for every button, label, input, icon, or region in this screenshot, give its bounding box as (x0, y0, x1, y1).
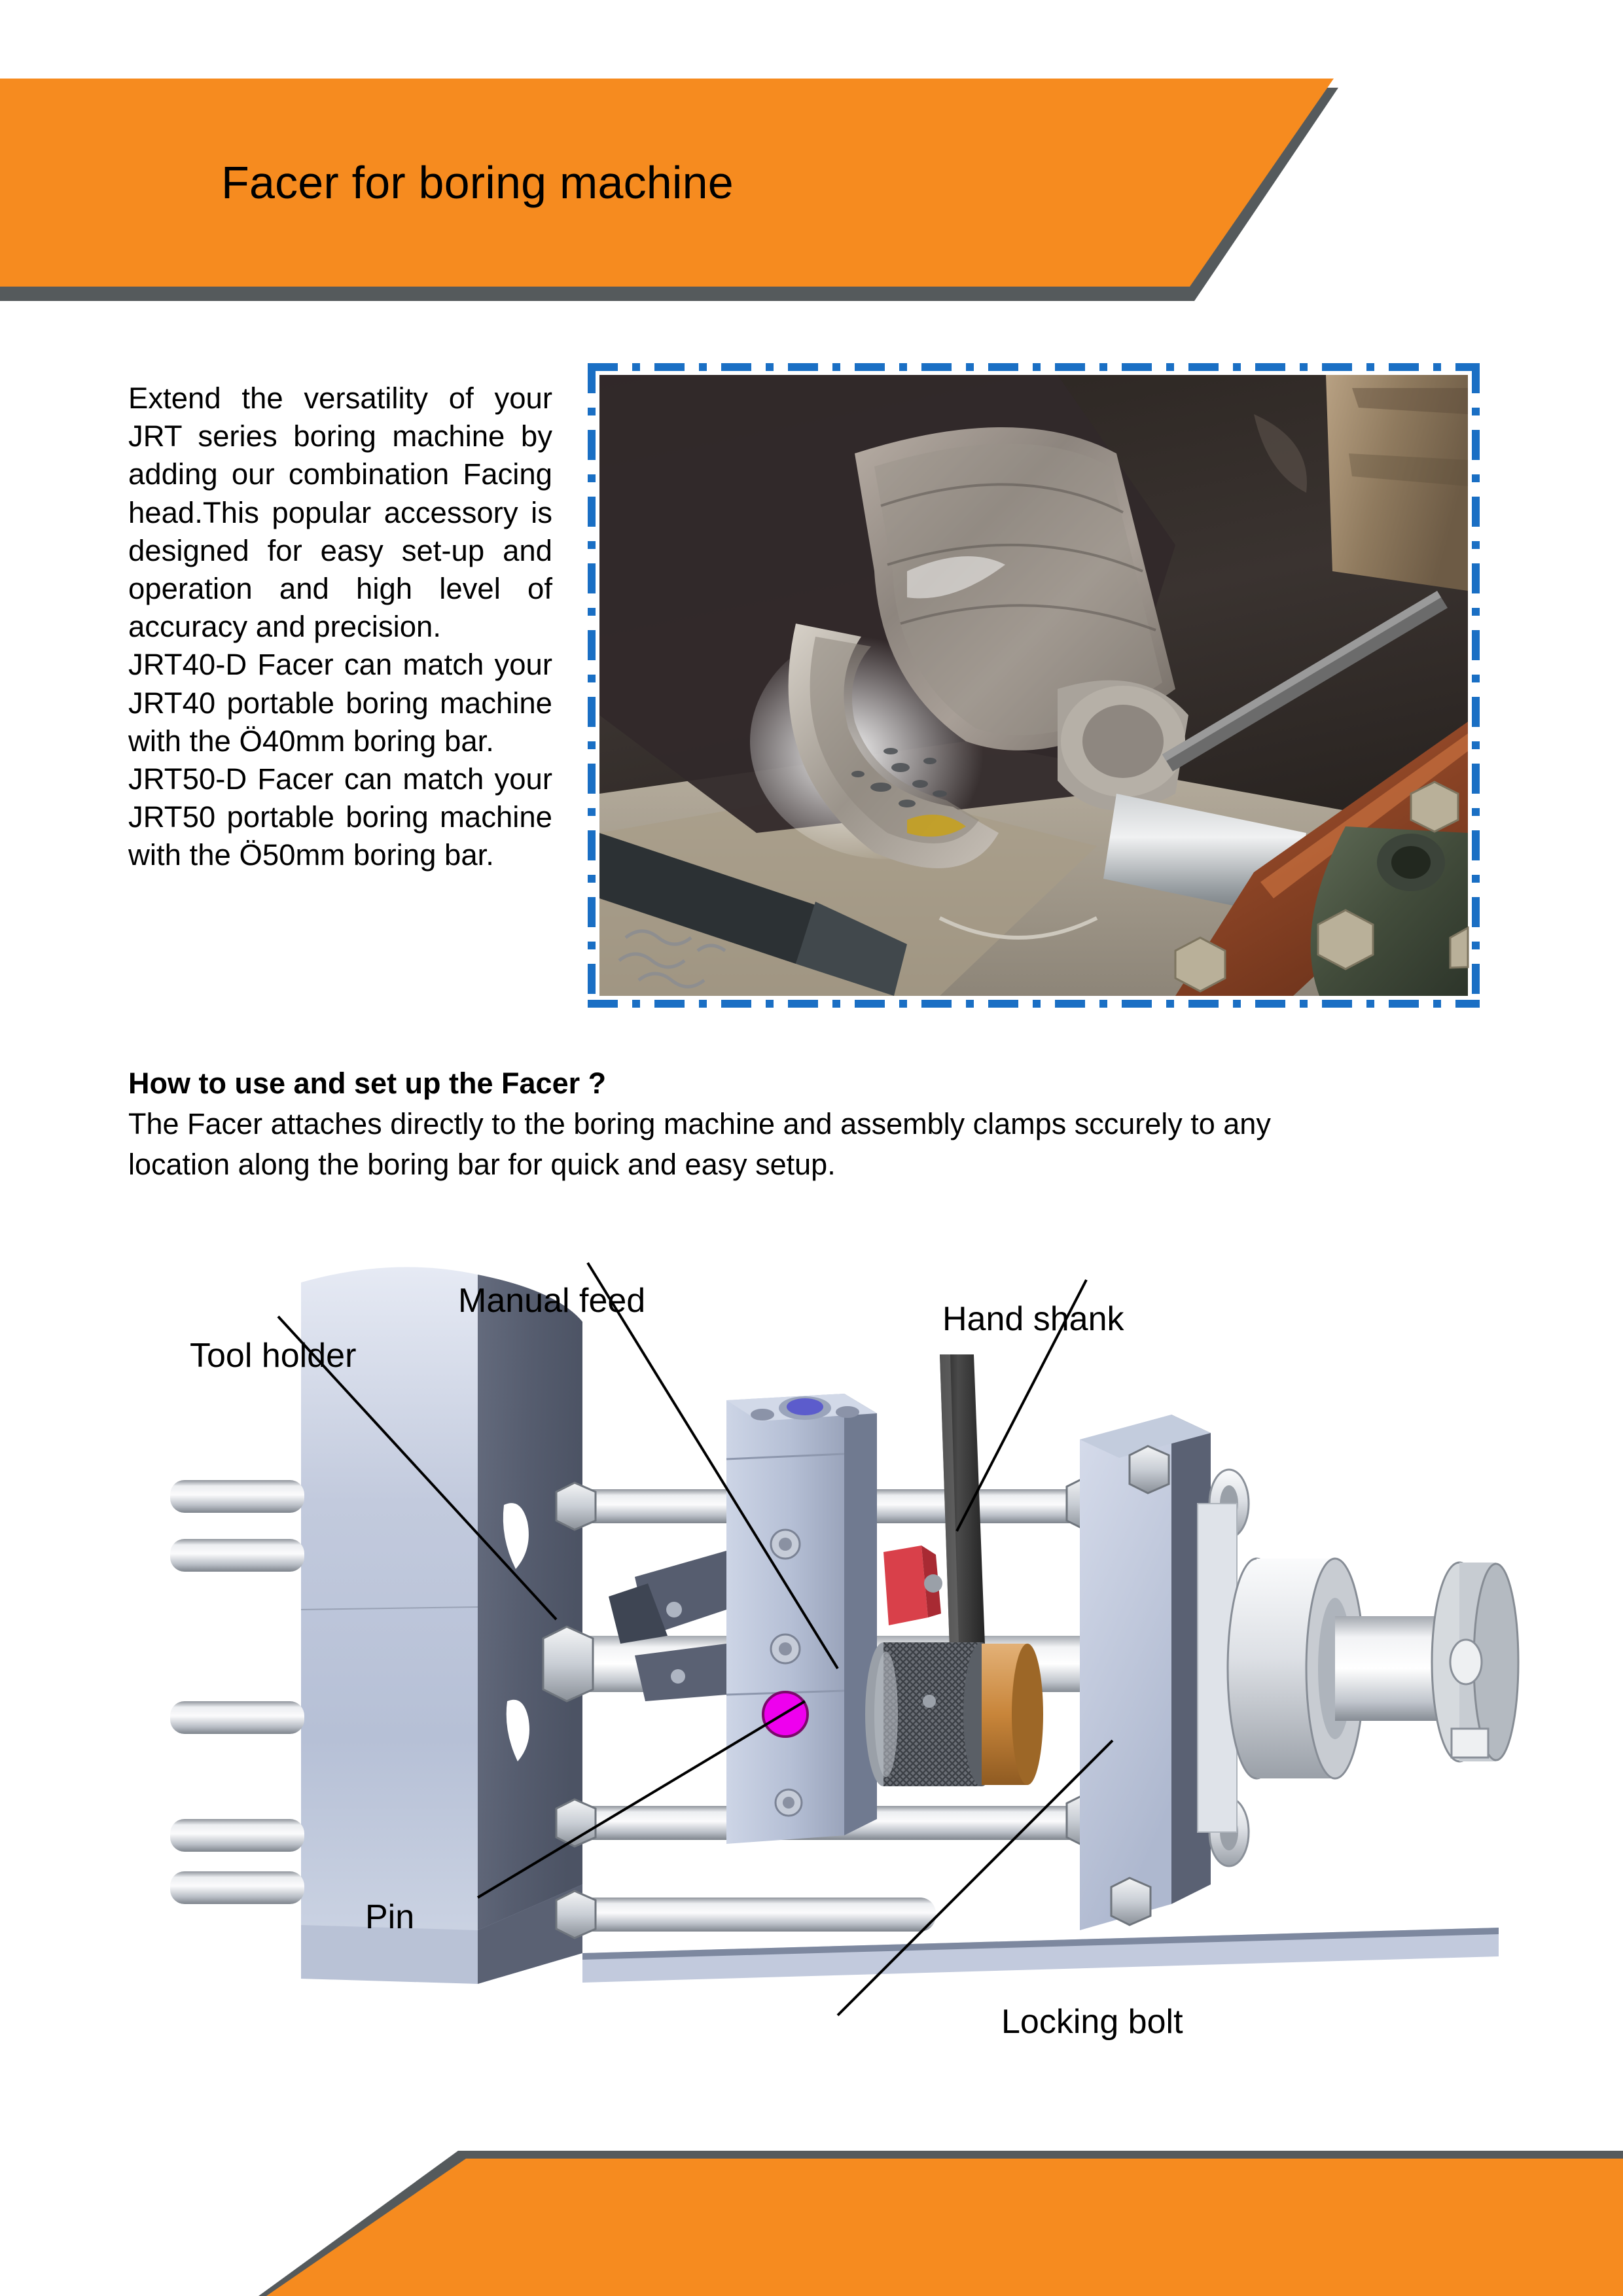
intro-text-block (128, 380, 552, 875)
label-locking-bolt-overlay: Locking bolt (1001, 2003, 1183, 2041)
intro-section (0, 363, 1623, 1024)
red-insert (883, 1545, 942, 1625)
label-tool-holder: Tool holder (151, 1245, 324, 1284)
footer-banner (0, 2151, 1623, 2296)
intro-paragraph-2: JRT40-D Facer can match your JRT40 portable boring machine with the Ö40mm boring bar. (128, 648, 552, 758)
label-hand-shank-overlay: Hand shank (942, 1300, 1124, 1338)
label-manual-feed: Manual feed (425, 1212, 620, 1251)
bottom-rail (582, 1928, 1499, 1983)
footer-banner-shape (0, 2159, 1623, 2296)
howto-heading: How to use and set up the Facer ? (128, 1067, 607, 1100)
label-tool-holder-overlay: Tool holder (190, 1337, 357, 1375)
product-photo-frame (588, 363, 1480, 1008)
label-locking-bolt: Locking bolt (841, 1997, 1030, 2036)
header-banner (0, 79, 1364, 301)
intro-paragraph-3: JRT50-D Facer can match your JRT50 portable boring machine with the Ö50mm boring bar. (128, 762, 552, 872)
tool-holder-body (726, 1394, 877, 1844)
howto-body (128, 1104, 1470, 1185)
label-pin-overlay: Pin (365, 1898, 415, 1936)
howto-body-line2: location along the boring bar for quick and easy setup. (128, 1148, 836, 1181)
right-mount-plate (1080, 1415, 1518, 1930)
flange-rod-stubs (170, 1480, 304, 1904)
product-photo (599, 375, 1468, 996)
label-hand-shank: Hand shank (1093, 1241, 1282, 1280)
adjust-screw-blue (787, 1398, 823, 1415)
howto-body-line1: The Facer attaches directly to the boring machine and assembly clamps sccurely to any (128, 1107, 1271, 1140)
intro-paragraph-1: Extend the versatility of your JRT series boring machine by adding our combination Facing head.This popular accessory is designed for easy set-up and operation and high level of accuracy and precision. (128, 381, 552, 644)
page-title: Facer for boring machine (221, 157, 734, 208)
hand-shank-rod (940, 1354, 986, 1669)
manual-feed-collar (865, 1642, 1043, 1786)
howto-section (128, 1063, 1470, 1185)
end-collar (1432, 1563, 1518, 1761)
label-manual-feed-overlay: Manual feed (458, 1282, 646, 1320)
